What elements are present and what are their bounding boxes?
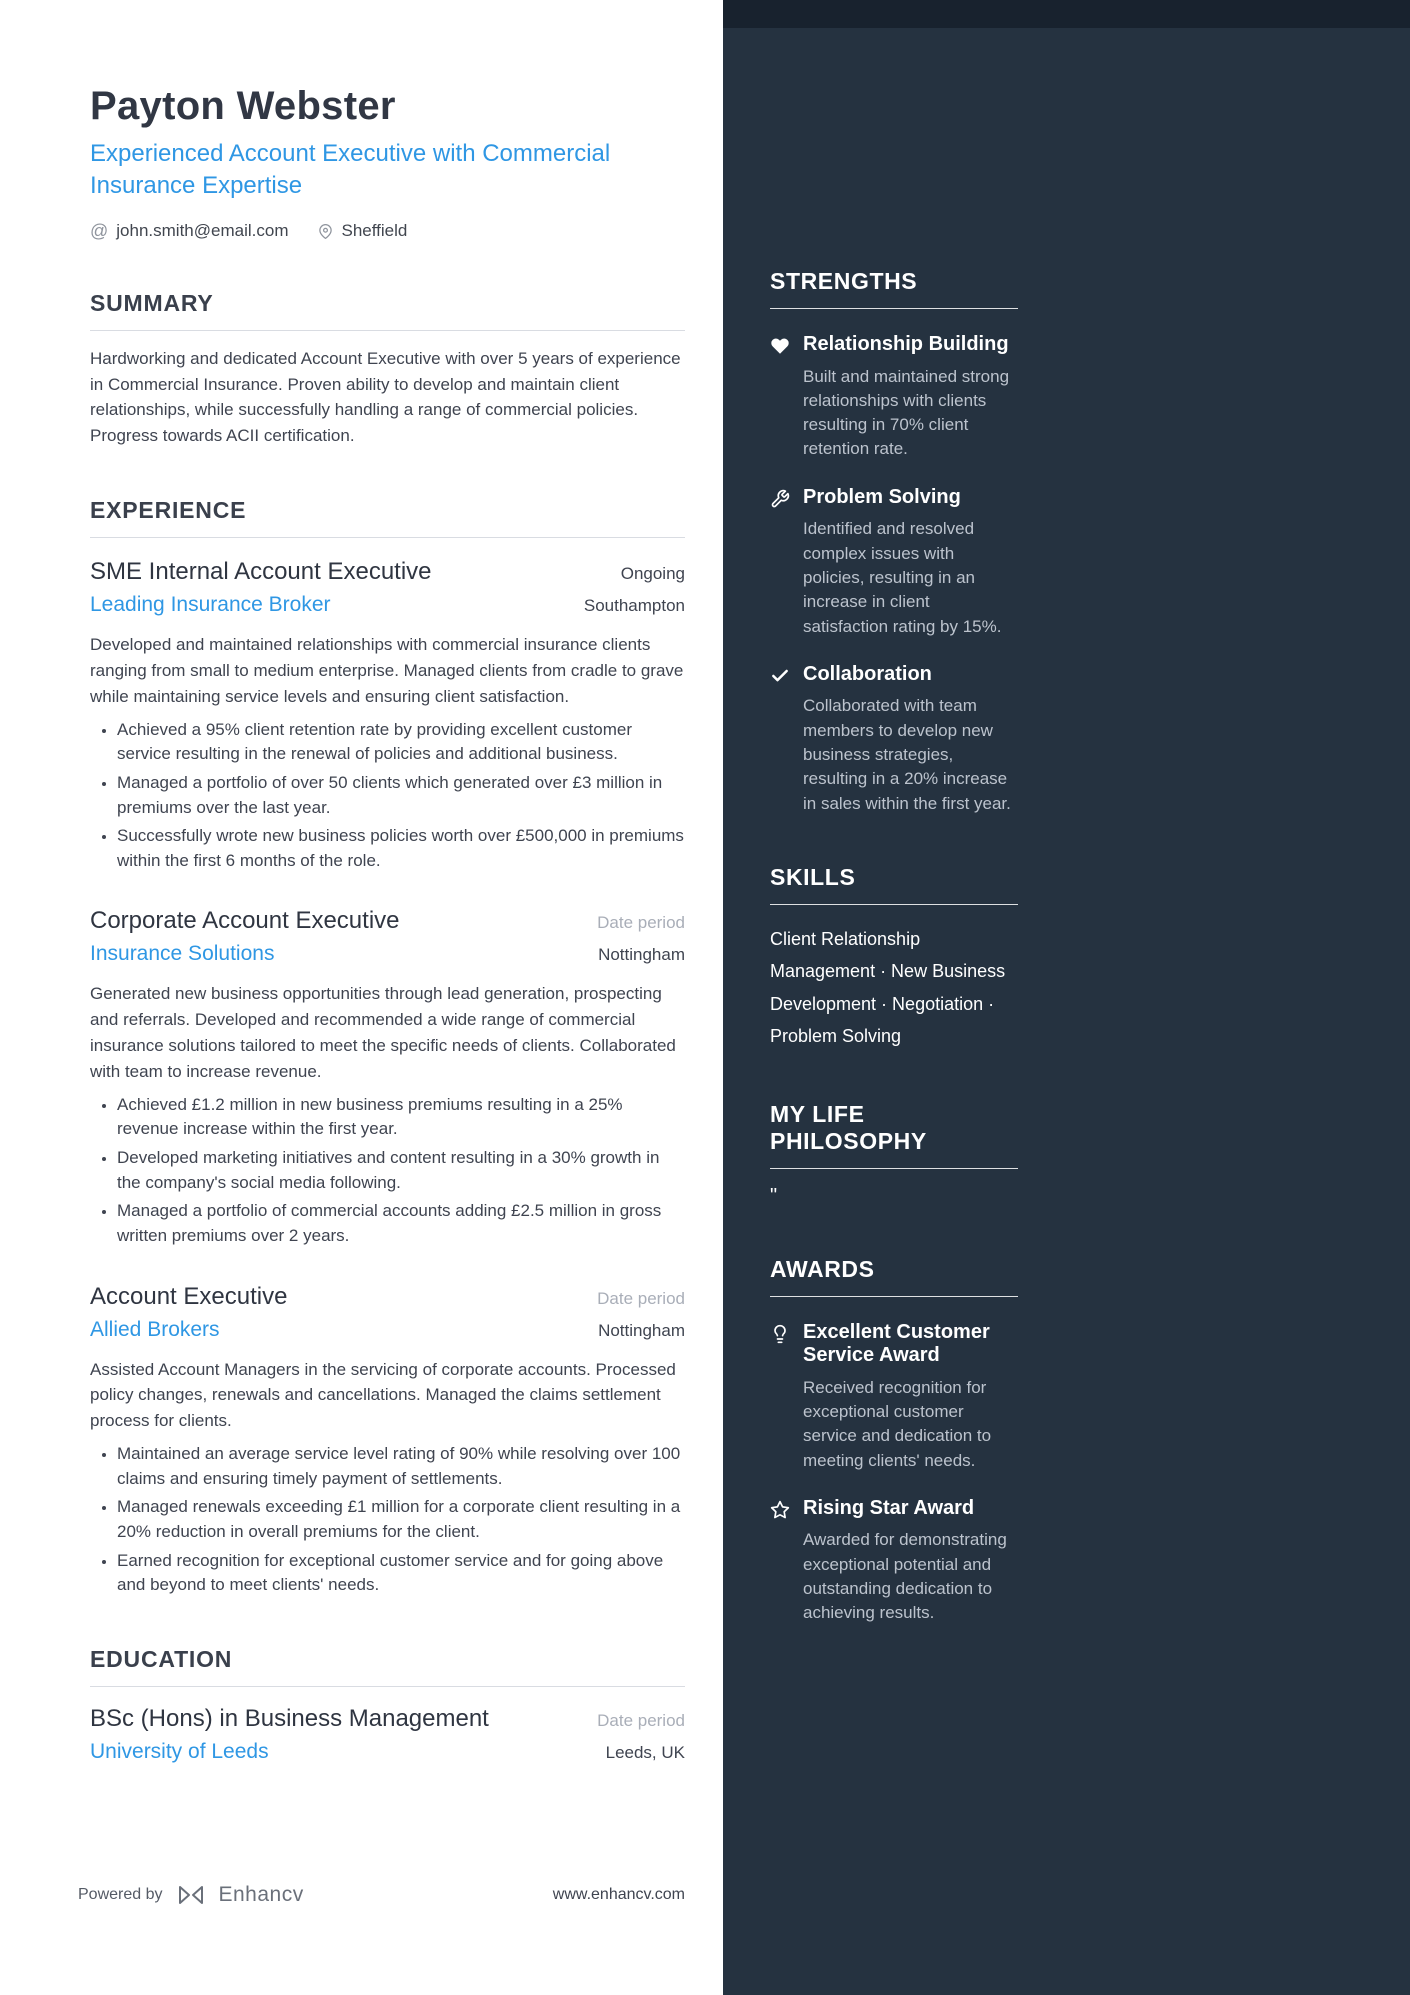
job-bullet: • Maintained an average service level rating of 90% while resolving over 100 claims and ensuring timely payment of settlements. — [117, 1442, 685, 1491]
strength-item — [770, 333, 1018, 462]
job-bullet: • Successfully wrote new business policies worth over £500,000 in premiums within the first 6 months of the role. — [117, 824, 685, 873]
job-bullets — [90, 1093, 685, 1249]
heart-icon — [770, 333, 790, 462]
job-location: Nottingham — [598, 945, 685, 965]
experience-heading: EXPERIENCE — [90, 497, 685, 538]
strength-title: Relationship Building — [803, 333, 1009, 355]
job-bullet: • Managed renewals exceeding £1 million for a corporate client resulting in a 20% reduction in overall premiums for the client. — [117, 1495, 685, 1544]
job-bullets — [90, 718, 685, 874]
job-period: Date period — [597, 913, 685, 933]
person-name: Payton Webster — [90, 84, 396, 128]
strength-item — [770, 486, 1018, 639]
strength-description: Collaborated with team members to develop new business strategies, resulting in a 20% increase in sales within the first year. — [803, 696, 1011, 813]
award-item — [770, 1321, 1018, 1473]
summary-heading: SUMMARY — [90, 290, 685, 331]
company-link[interactable]: Leading Insurance Broker — [90, 593, 331, 617]
check-icon — [770, 663, 790, 816]
powered-by-label: Powered by — [78, 1886, 163, 1903]
enhancv-logo-icon[interactable] — [177, 1884, 205, 1906]
philosophy-heading: MY LIFE PHILOSOPHY — [770, 1101, 1018, 1169]
lightbulb-icon — [770, 1321, 790, 1473]
job-title: SME Internal Account Executive — [90, 558, 432, 586]
job-bullet: • Managed a portfolio of over 50 clients which generated over £3 million in premiums over the last year. — [117, 771, 685, 820]
job-bullet: • Achieved a 95% client retention rate by providing excellent customer service resulting in the renewal of policies and additional business. — [117, 718, 685, 767]
location-item — [318, 221, 407, 241]
email-value[interactable]: john.smith@email.com — [116, 221, 289, 241]
powered-by — [78, 1883, 304, 1907]
education-entry — [90, 1705, 685, 1764]
job-bullet: • Managed a portfolio of commercial accounts adding £2.5 million in gross written premiums over 2 years. — [117, 1199, 685, 1248]
job-period: Ongoing — [620, 564, 685, 584]
job-title: Account Executive — [90, 1282, 288, 1310]
job-bullets — [90, 1442, 685, 1598]
contact-row — [90, 221, 685, 242]
award-description: Received recognition for exceptional customer service and dedication to meeting clients' needs. — [803, 1377, 992, 1470]
enhancv-brand-name[interactable]: Enhancv — [218, 1883, 304, 1906]
job-description: Assisted Account Managers in the servicing of corporate accounts. Processed policy changes, renewals and cancellations. Managed the claims settlement process for clients. — [90, 1359, 676, 1431]
job-description: Developed and maintained relationships with commercial insurance clients ranging from small to medium enterprise. Managed clients from cradle to grave while maintaining service levels and ensuring client satisfaction. — [90, 635, 684, 706]
wrench-icon — [770, 486, 790, 639]
job-period: Date period — [597, 1288, 685, 1308]
experience-entry — [90, 907, 685, 1248]
enhancv-url[interactable]: www.enhancv.com — [552, 1886, 685, 1903]
strength-description: Built and maintained strong relationships with clients resulting in 70% client retention rate. — [803, 366, 1010, 459]
experience-entry — [90, 558, 685, 873]
location-value: Sheffield — [341, 221, 408, 241]
company-link[interactable]: Allied Brokers — [90, 1317, 220, 1341]
education-period: Date period — [597, 1710, 685, 1730]
job-location: Nottingham — [598, 1320, 685, 1340]
job-location: Southampton — [583, 596, 685, 616]
award-title: Excellent Customer Service Award — [803, 1320, 990, 1367]
section-strengths — [770, 268, 1018, 816]
strength-item — [770, 663, 1018, 816]
job-bullet: • Achieved £1.2 million in new business premiums resulting in a 25% revenue increase within the first year. — [117, 1093, 685, 1142]
school-link[interactable]: University of Leeds — [90, 1739, 269, 1763]
footer — [78, 1883, 685, 1907]
email-item[interactable] — [90, 221, 288, 242]
award-description: Awarded for demonstrating exceptional potential and outstanding dedication to achieving results. — [803, 1530, 1007, 1623]
degree-title: BSc (Hons) in Business Management — [90, 1704, 489, 1732]
strength-description: Identified and resolved complex issues with policies, resulting in an increase in client satisfaction rating by 15%. — [803, 519, 1002, 636]
sidebar-top-strip — [723, 0, 1410, 28]
philosophy-quote: " — [770, 1184, 778, 1207]
award-title: Rising Star Award — [803, 1496, 975, 1519]
resume-sidebar — [723, 0, 1410, 1995]
section-skills — [770, 864, 1018, 1053]
award-item — [770, 1497, 1018, 1626]
section-education — [90, 1646, 685, 1764]
education-location: Leeds, UK — [605, 1742, 685, 1762]
section-summary — [90, 290, 685, 449]
awards-heading: AWARDS — [770, 1256, 1018, 1297]
strength-title: Collaboration — [803, 662, 932, 685]
headline: Experienced Account Executive with Commercial Insurance Expertise — [90, 140, 611, 200]
strength-title: Problem Solving — [803, 485, 961, 508]
skills-list: Client Relationship Management · New Business Development · Negotiation · Problem Solving — [770, 928, 1006, 1047]
company-link[interactable]: Insurance Solutions — [90, 942, 275, 966]
skills-heading: SKILLS — [770, 864, 1018, 905]
job-bullet: • Earned recognition for exceptional customer service and for going above and beyond to meet clients' needs. — [117, 1549, 685, 1598]
experience-entry — [90, 1283, 685, 1598]
at-icon: @ — [90, 220, 109, 241]
summary-text: Hardworking and dedicated Account Executive with over 5 years of experience in Commercial Insurance. Proven ability to develop and maintain client relationships, while successfully handling a range of commercial policies. Progress towards ACII certification. — [90, 348, 681, 446]
job-bullet: • Developed marketing initiatives and content resulting in a 30% growth in the company's social media following. — [117, 1146, 685, 1195]
star-icon — [770, 1497, 790, 1626]
section-philosophy — [770, 1101, 1018, 1208]
strengths-heading: STRENGTHS — [770, 268, 1018, 309]
location-pin-icon — [318, 224, 333, 239]
job-title: Corporate Account Executive — [90, 907, 400, 935]
job-description: Generated new business opportunities through lead generation, prospecting and referrals. Developed and recommended a wide range of commercial insurance solutions tailored to meet the specific needs of clients. Collaborated with team to increase revenue. — [90, 984, 676, 1081]
section-awards — [770, 1256, 1018, 1626]
section-experience — [90, 497, 685, 1598]
education-heading: EDUCATION — [90, 1646, 685, 1687]
